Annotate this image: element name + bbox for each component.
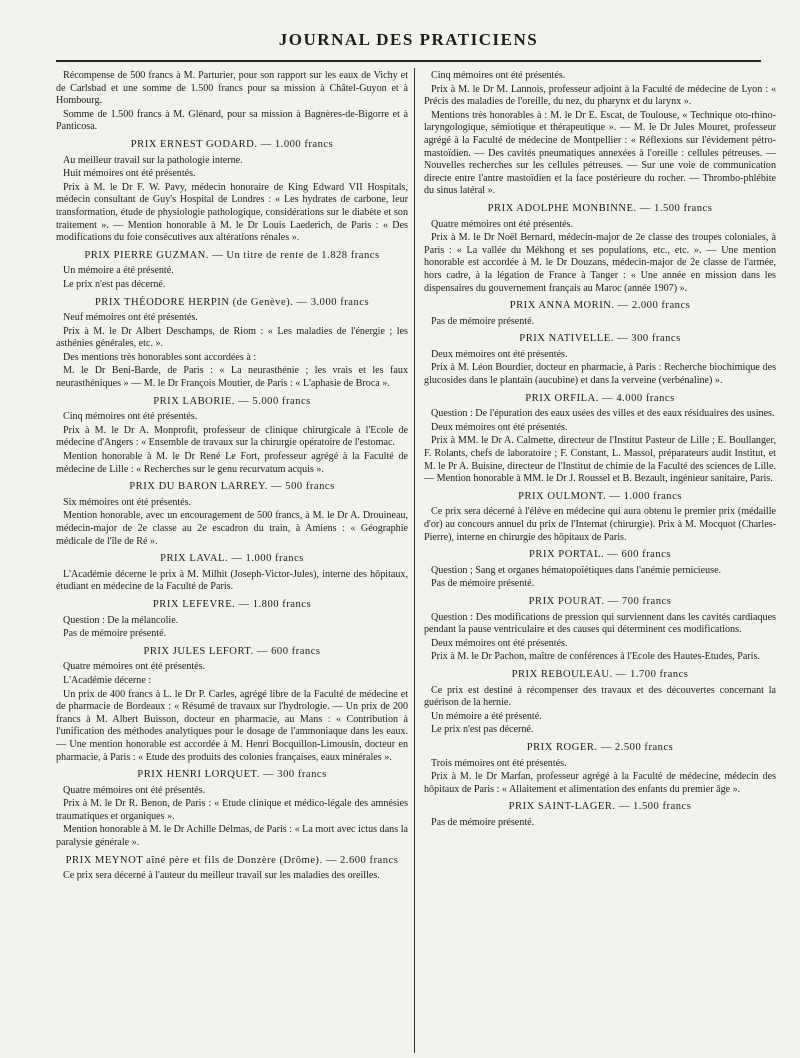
prize-section	[56, 855, 408, 883]
prize-paragraph: L'Académie décerne le prix à M. Milhit (Joseph-Victor-Jules), interne des hôpitaux, étudiant en médecine de la Faculté de Paris.	[56, 568, 408, 593]
prize-paragraph: Ce prix sera décerné à l'élève en médecine qui aura obtenu le premier prix (médaille d'or) au concours annuel du prix de l'Internat (chirurgie). Prix à M. Mocquot (Charles-Pierre), interne en chirurgie des hôpitaux de Paris.	[424, 506, 776, 543]
prize-paragraph: Récompense de 500 francs à M. Parturier, pour son rapport sur les eaux de Vichy et de Carlsbad et une somme de 1.500 francs pour sa mission à Châtel-Guyon et à Hombourg.	[56, 70, 408, 107]
prize-section	[424, 801, 776, 829]
prize-title: PRIX PORTAL. — 600 francs	[529, 549, 671, 561]
prize-paragraph: Prix à M. le Dr Marfan, professeur agrégé à la Faculté de médecine, médecin des hôpitaux de Paris : « Allaitement et alimentation des enfants du premier âge ».	[424, 771, 776, 795]
prize-title: PRIX SAINT-LAGER. — 1.500 francs	[508, 801, 692, 813]
prize-paragraph: Prix à M. le Dr M. Lannois, professeur adjoint à la Faculté de médecine de Lyon : « Précis des maladies de l'oreille, du nez, du pharynx et du larynx ».	[424, 83, 776, 108]
prize-paragraph: Huit mémoires ont été présentés.	[63, 168, 196, 180]
prize-paragraph: Quatre mémoires ont été présentés.	[431, 218, 574, 230]
prize-paragraph: Deux mémoires ont été présentés.	[431, 348, 568, 360]
prize-title: PRIX ROGER. — 2.500 francs	[526, 741, 674, 753]
prize-title: PRIX PIERRE GUZMAN. — Un titre de rente de 1.828 francs	[84, 249, 380, 261]
prize-title: PRIX JULES LEFORT. — 600 francs	[143, 645, 321, 657]
prize-paragraph: Un mémoire a été présenté.	[431, 710, 542, 722]
prize-paragraph: Mention honorable à M. le Dr Achille Delmas, de Paris : « La mort avec ictus dans la paralysie générale ».	[56, 824, 408, 849]
prize-section	[424, 549, 776, 591]
prize-section	[56, 139, 408, 245]
prize-title: PRIX ADOLPHE MONBINNE. — 1.500 francs	[487, 202, 713, 214]
prize-paragraph: Mention honorable à M. le Dr René Le Fort, professeur agrégé à la Faculté de médecine de Lille : « Recherches sur le genu recurvatum acquis ».	[56, 451, 408, 475]
prize-title: PRIX LEFEVRE. — 1.800 francs	[152, 598, 312, 610]
prize-paragraph: Prix à M. le Dr Albert Deschamps, de Riom : « Les maladies de l'énergie ; les asthénies générales, etc. ».	[56, 325, 408, 350]
prize-paragraph: Prix à M. le Dr R. Benon, de Paris : « Etude clinique et médico-légale des amnésies traumatiques et organiques ».	[56, 798, 408, 822]
prize-paragraph: Deux mémoires ont été présentés.	[431, 421, 568, 433]
prize-paragraph: Six mémoires ont été présentés.	[63, 496, 192, 508]
prize-title: PRIX POURAT. — 700 francs	[528, 595, 672, 607]
prize-paragraph: Deux mémoires ont été présentés.	[431, 637, 568, 649]
prize-title: PRIX DU BARON LARREY. — 500 francs	[129, 481, 335, 493]
prize-paragraph: Prix à M. le Dr Pachon, maître de conférences à l'Ecole des Hautes-Etudes, Paris.	[431, 651, 760, 663]
prize-paragraph: Prix à M. le Dr Noël Bernard, médecin-major de 2e classe des troupes coloniales, à Paris : « La vallée du Mékhong et ses populations, etc., etc. ». — Une mention honorable est accordée à M. le Dr Douzans, médecin-major de 2e classe de l'armée, hors cadre, à la légation de France à Tanger : « Une année en mission dans les dispensaires du gouvernement français au Maroc (année 1907) ».	[424, 232, 776, 294]
prize-paragraph: Quatre mémoires ont été présentés.	[63, 784, 206, 796]
prize-title: PRIX HENRI LORQUET. — 300 francs	[137, 769, 327, 781]
prize-title: PRIX REBOULEAU. — 1.700 francs	[511, 668, 689, 680]
prize-section	[424, 596, 776, 664]
prize-section	[56, 250, 408, 292]
prize-title: PRIX LAVAL. — 1.000 francs	[160, 553, 304, 565]
prize-paragraph: Pas de mémoire présenté.	[431, 816, 535, 828]
prize-section	[424, 393, 776, 486]
prize-title: PRIX LABORIE. — 5.000 francs	[153, 395, 311, 407]
prize-paragraph: Cinq mémoires ont été présentés.	[63, 411, 198, 423]
prize-section	[424, 742, 776, 796]
prize-paragraph: Question : De la mélancolie.	[63, 614, 179, 626]
prize-section	[424, 669, 776, 737]
prize-paragraph: Des mentions très honorables sont accordées à :	[63, 351, 257, 363]
prize-title: PRIX OULMONT. — 1.000 francs	[518, 490, 682, 502]
prize-title: PRIX ANNA MORIN. — 2.000 francs	[509, 300, 691, 312]
prize-title: PRIX NATIVELLE. — 300 francs	[519, 333, 681, 345]
prize-section	[424, 300, 776, 328]
prize-title: PRIX THÉODORE HERPIN (de Genève). — 3.000 francs	[94, 296, 370, 308]
journal-title: JOURNAL DES PRATICIENS	[278, 30, 539, 49]
prize-paragraph: Question : De l'épuration des eaux usées des villes et des eaux résiduaires des usines.	[431, 408, 775, 420]
prize-paragraph: Pas de mémoire présenté.	[431, 315, 535, 327]
prize-paragraph: Ce prix est destiné à récompenser des travaux et des découvertes concernant la guérison de la hernie.	[424, 684, 776, 709]
prize-paragraph: Prix à M. le Dr A. Monprofit, professeur de clinique chirurgicale à l'Ecole de médecine d'Angers : « Ensemble de travaux sur la chirurgie opératoire de l'estomac.	[56, 424, 408, 449]
prize-title: PRIX MEYNOT aîné père et fils de Donzère (Drôme). — 2.600 francs	[65, 854, 399, 866]
prize-paragraph: Ce prix sera décerné à l'auteur du meilleur travail sur les maladies des oreilles.	[63, 870, 380, 882]
prize-section	[56, 297, 408, 391]
prize-section	[56, 553, 408, 594]
prize-paragraph: Un prix de 400 francs à L. le Dr P. Carles, agrégé libre de la Faculté de médecine et de pharmacie de Bordeaux : « Résumé de travaux sur l'hydrologie. — Un prix de 200 francs à M. Albert Buisson, docteur en pharmacie, au Mans : « Contribution à l'unification des méthodes analytiques pour le dosage de l'ammoniaque dans les eaux. — Une mention honorable est accordée à M. Henri Bocquillon-Limousin, docteur en pharmacie, à Paris : « Etude des produits des colonies françaises, eaux minérales ».	[56, 688, 408, 763]
prize-section	[56, 769, 408, 850]
prize-paragraph: Question ; Sang et organes hématopoïétiques dans l'anémie pernicieuse.	[431, 564, 722, 576]
prize-paragraph: Mentions très honorables à : M. le Dr E. Escat, de Toulouse, « Technique oto-rhino-laryngologique, sémiotique et thérapeutique ». — M. le Dr Jules Mouret, professeur agrégé à la Faculté de médecine de Montpellier : « Réflexions sur l'évidement pétro-mastoïdien. — Des cavités pneumatiques annexées à l'oreille : cellules pétreuses. — Nouvelles recherches sur les cellules pétreuses. — Sur une voie de communication directe entre l'antre mastoïdien et la face postérieure du rocher. — Thrombo-phlébite du sinus latéral ».	[424, 109, 776, 197]
prize-paragraph: Somme de 1.500 francs à M. Glénard, pour sa mission à Bagnères-de-Bigorre et à Panticosa.	[56, 108, 408, 133]
prize-section	[424, 333, 776, 387]
prize-paragraph: Un mémoire a été présenté.	[63, 265, 174, 277]
prize-paragraph: L'Académie décerne :	[63, 674, 152, 686]
prize-paragraph: Cinq mémoires ont été présentés.	[431, 70, 566, 81]
prize-paragraph: Prix à MM. le Dr A. Calmette, directeur de l'Institut Pasteur de Lille ; E. Boullanger, F. Rolants, chefs de laboratoire ; F. Constant, L. Massol, préparateurs audit Institut, et M. le Pr A. Buisine, directeur de l'Institut de chimie de la Faculté des sciences de Lille. — Mention honorable à MM. le Dr J. Roussel et B. Bezault, ingénieur sanitaire, Paris.	[424, 435, 776, 485]
prize-paragraph: Question : Des modifications de pression qui surviennent dans les cavités cardiaques pendant la pause ventriculaire et des causes qui déterminent ces modifications.	[424, 611, 776, 636]
prize-section	[424, 491, 776, 544]
prize-section	[56, 599, 408, 641]
prize-paragraph: Mention honorable, avec un encouragement de 500 francs, à M. le Dr A. Drouineau, médecin-major de 2e classe au 2e escadron du train, à Amiens : « Géographie médicale de l'île de Ré ».	[56, 510, 408, 547]
prize-section	[56, 396, 408, 477]
prize-paragraph: Pas de mémoire présenté.	[63, 628, 167, 640]
left-column	[56, 70, 408, 1055]
prize-section	[56, 481, 408, 548]
prize-paragraph: Au meilleur travail sur la pathologie interne.	[63, 154, 243, 166]
column-divider	[414, 68, 415, 1053]
prize-paragraph: Quatre mémoires ont été présentés.	[63, 661, 206, 673]
right-column	[424, 70, 776, 1055]
prize-section	[56, 646, 408, 764]
prize-paragraph: Neuf mémoires ont été présentés.	[63, 312, 198, 324]
prize-paragraph: Le prix n'est pas décerné.	[63, 278, 166, 290]
prize-section	[56, 70, 408, 134]
prize-paragraph: Le prix n'est pas décerné.	[431, 724, 534, 736]
page-header	[56, 30, 761, 62]
prize-section	[424, 70, 776, 198]
prize-paragraph: Prix à M. Léon Bourdier, docteur en pharmacie, à Paris : Recherche biochimique des glucosides dans le plantain (aucubine) et dans la verveine (verbénaline) ».	[424, 362, 776, 387]
prize-title: PRIX ORFILA. — 4.000 francs	[525, 392, 675, 404]
prize-title: PRIX ERNEST GODARD. — 1.000 francs	[130, 138, 334, 150]
prize-section	[424, 203, 776, 295]
prize-paragraph: Pas de mémoire présenté.	[431, 578, 535, 590]
prize-paragraph: Trois mémoires ont été présentés.	[431, 757, 567, 769]
prize-paragraph: Prix à M. le Dr F. W. Pavy, médecin honoraire de King Edward VII Hospitals, médecin consultant de Guy's Hospital de Londres : « Les hydrates de carbone, leur transformation, étude de physiologie pathologique, considérations sur le diabète et son traitement ». — Mention honorable à M. le Dr Louis Laederich, de Paris : « Des modifications du foie consécutives aux altérations rénales ».	[56, 181, 408, 244]
prize-paragraph: M. le Dr Beni-Barde, de Paris : « La neurasthénie ; les vrais et les faux neurasthéniques » — M. le Dr François Moutier, de Paris : « L'aphasie de Broca ».	[56, 365, 408, 390]
